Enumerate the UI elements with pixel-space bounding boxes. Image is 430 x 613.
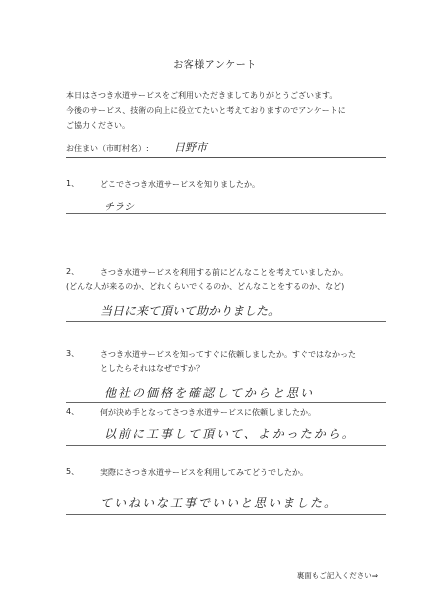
address-value-handwritten: 日野市 (174, 141, 207, 154)
address-label: お住まい（市町村名）: (66, 144, 149, 153)
question-subtext: (どんな人が来るのか、どれくらいでくるのか、どんなことをするのか、など) (66, 282, 345, 291)
question-subtext: としたらそれはなぜですか？ (100, 364, 204, 373)
question-number: 3、 (66, 349, 80, 358)
question-number: 4、 (66, 407, 80, 416)
answer-line (66, 514, 386, 515)
answer-handwritten: 他社の価格を確認してからと思い (104, 386, 315, 400)
answer-line (66, 321, 386, 322)
intro-line: 今後のサービス、技術の向上に役立てたいと考えておりますのでアンケートに (66, 106, 346, 115)
intro-line: 本日はさつき水道サービスをご利用いただきましてありがとうございます。 (66, 91, 338, 100)
question-number: 2、 (66, 267, 80, 276)
intro-line: ご協力ください。 (66, 121, 130, 130)
question-text: 何が決め手となってさつき水道サービスに依頼しましたか。 (100, 408, 316, 417)
answer-handwritten: チラシ (104, 202, 134, 213)
question-number: 1、 (66, 179, 80, 188)
answer-handwritten: ていねいな工事でいいと思いました。 (100, 496, 339, 510)
answer-handwritten: 当日に来て頂いて助かりました。 (100, 304, 281, 318)
address-field[interactable] (66, 141, 386, 158)
page-title: お客様アンケート (173, 60, 257, 71)
question-text: さつき水道サービスを利用する前にどんなことを考えていましたか。 (100, 268, 348, 277)
question-number: 5、 (66, 467, 80, 476)
question-text: 実際にさつき水道サービスを利用してみてどうでしたか。 (100, 468, 308, 477)
question-text: どこでさつき水道サービスを知りましたか。 (100, 180, 260, 189)
answer-line (66, 445, 386, 446)
answer-line (66, 213, 386, 214)
answer-handwritten: 以前に工事して頂いて、よかったから。 (104, 427, 356, 441)
question-text: さつき水道サービスを知ってすぐに依頼しましたか。すぐではなかった (100, 350, 356, 359)
answer-line (66, 402, 386, 403)
footer-note: 裏面もご記入ください⇒ (296, 571, 378, 580)
intro-text (66, 88, 396, 133)
